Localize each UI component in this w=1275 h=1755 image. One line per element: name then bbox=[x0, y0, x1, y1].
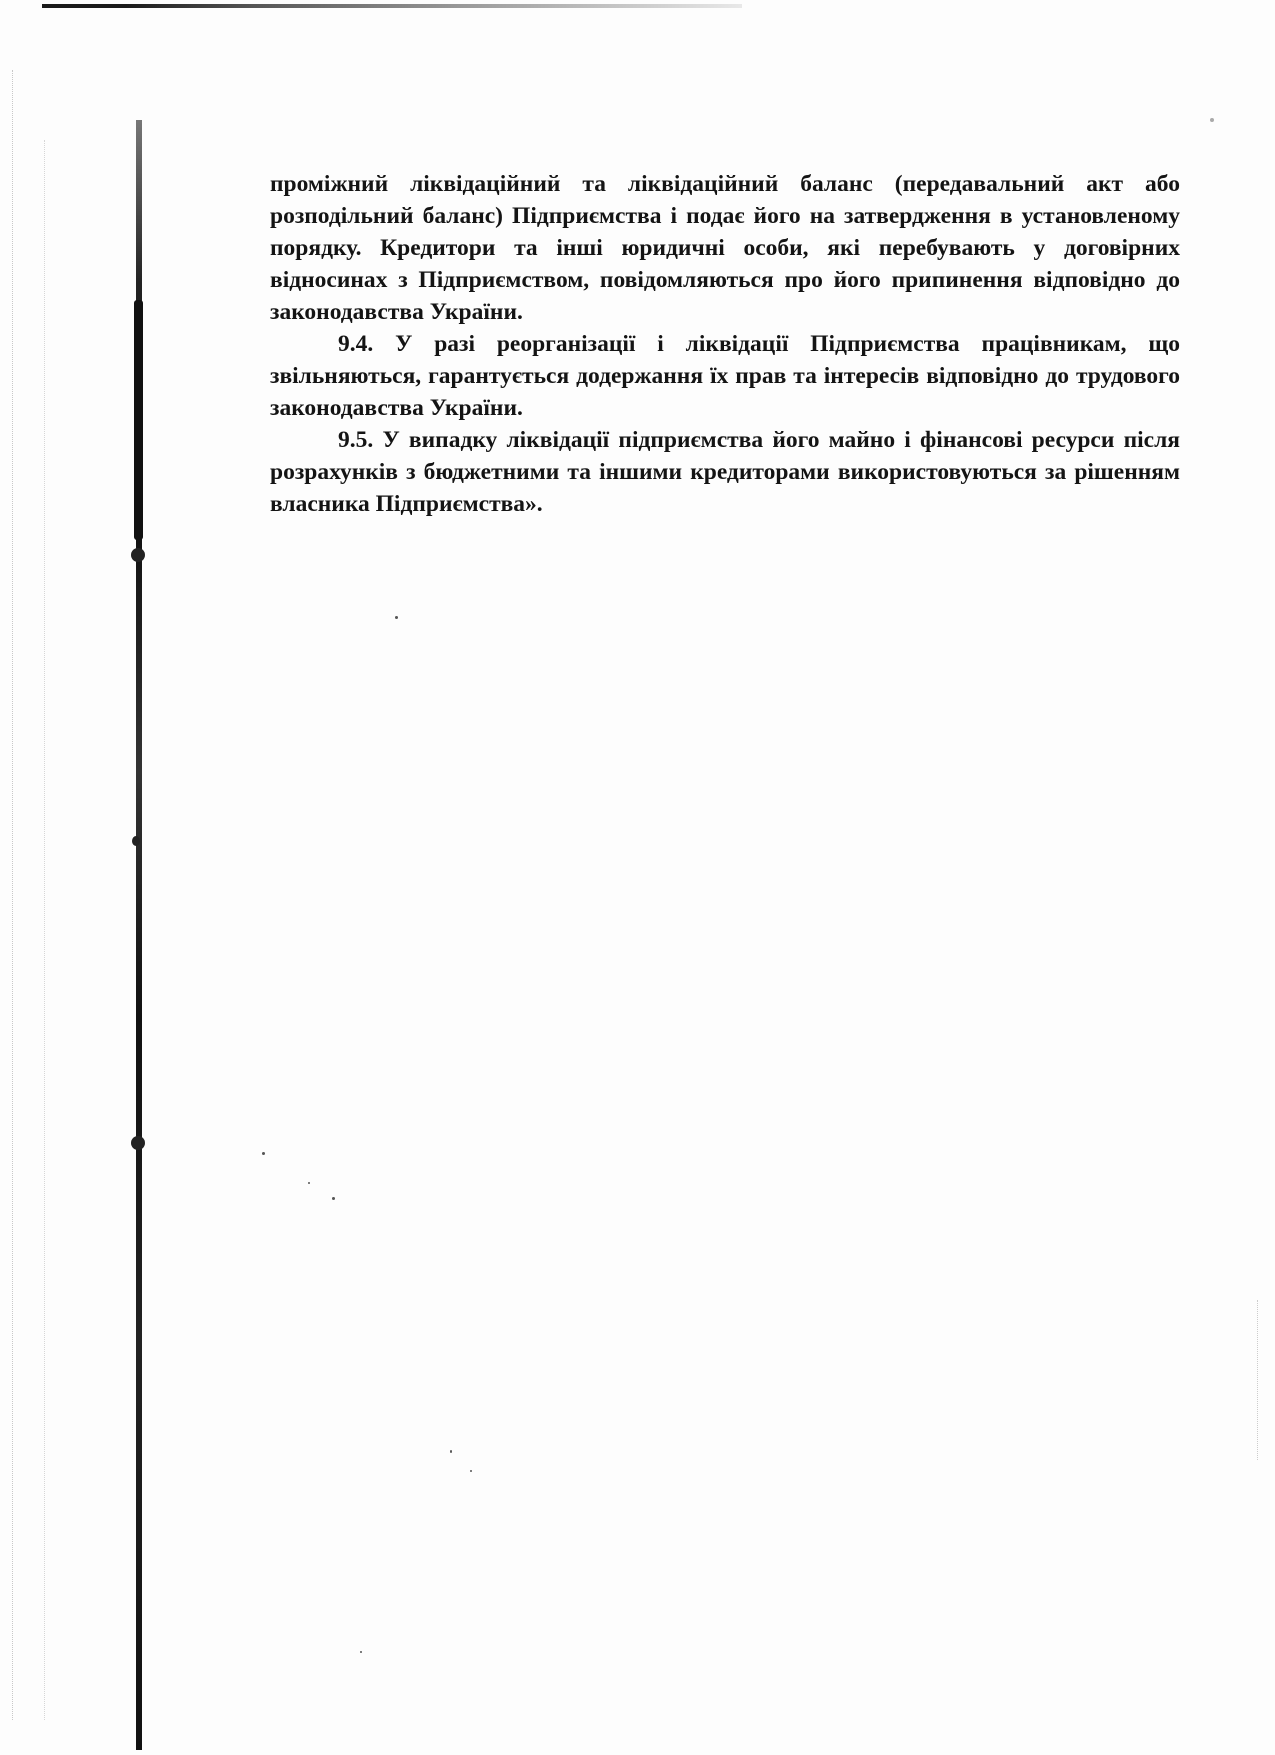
scan-edge-artifact bbox=[44, 140, 46, 1720]
scan-speck bbox=[395, 616, 398, 619]
binding-notch bbox=[131, 1136, 145, 1150]
scan-speck bbox=[470, 1470, 472, 1472]
scan-edge-artifact bbox=[12, 70, 14, 1720]
scan-speck bbox=[308, 1182, 310, 1184]
paragraph-9-4: 9.4. У разі реорганізації і ліквідації Підприємства працівникам, що звільняються, гарантується додержання їх прав та інтересів відповідно до трудового законодавства України. bbox=[270, 331, 1180, 421]
binding-shadow-heavy bbox=[134, 300, 143, 540]
document-body bbox=[270, 168, 1180, 520]
scan-speck bbox=[360, 1651, 362, 1653]
paragraph-continuation: проміжний ліквідаційний та ліквідаційний баланс (передавальний акт або розподільний баланс) Підприємства і подає його на затвердження в установленому порядку. Кредитори та інші юридичні особи, які перебувають у договірних відносинах з Підприємством, повідомляються про його припинення відповідно до законодавства України. bbox=[270, 171, 1180, 325]
scan-edge-artifact bbox=[1257, 1300, 1259, 1460]
binding-notch bbox=[131, 548, 145, 562]
binding-notch bbox=[132, 836, 140, 846]
scan-speck bbox=[1210, 118, 1214, 122]
paragraph-9-5: 9.5. У випадку ліквідації підприємства його майно і фінансові ресурси після розрахунків з бюджетними та іншими кредиторами використовуються за рішенням власника Підприємства». bbox=[270, 427, 1180, 517]
scan-speck bbox=[450, 1450, 452, 1453]
scan-speck bbox=[332, 1197, 335, 1200]
scan-top-rule bbox=[42, 4, 742, 8]
scan-speck bbox=[262, 1152, 265, 1155]
